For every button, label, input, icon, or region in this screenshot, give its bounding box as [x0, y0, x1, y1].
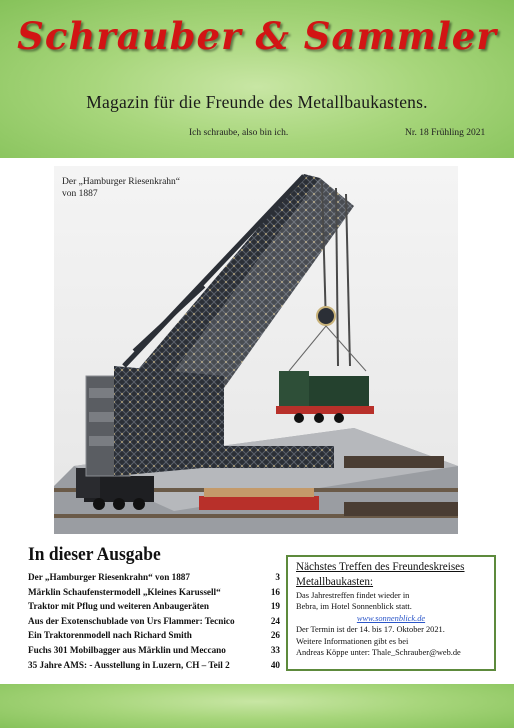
cover-photo	[54, 166, 458, 534]
magazine-title: Schrauber & Sammler	[17, 14, 497, 58]
toc-item[interactable]	[28, 587, 280, 602]
meeting-text: Das Jahrestreffen findet wieder in	[296, 591, 410, 600]
toc-item-title: Aus der Exotenschublade von Urs Flammer: Tecnico	[28, 615, 235, 626]
contents-heading: In dieser Ausgabe	[28, 544, 161, 565]
toc-item[interactable]	[28, 616, 280, 631]
table-of-contents	[28, 572, 280, 674]
meeting-info-box	[286, 555, 496, 671]
cover-footer	[0, 684, 514, 728]
toc-item-title: Traktor mit Pflug und weiteren Anbaugeräten	[28, 601, 209, 612]
photo-caption-line: Der „Hamburger Riesenkrahn“	[62, 177, 180, 187]
issue-number: Nr. 18 Frühling 2021	[405, 128, 486, 138]
motto: Ich schraube, also bin ich.	[189, 128, 289, 138]
toc-item-page: 40	[270, 659, 280, 670]
toc-item-title: Märklin Schaufenstermodell „Kleines Karussell“	[28, 586, 221, 597]
toc-item-title: Fuchs 301 Mobilbagger aus Märklin und Meccano	[28, 644, 226, 655]
toc-item-page: 33	[270, 644, 280, 655]
meeting-text: Bebra, im Hotel Sonnenblick statt.	[296, 602, 412, 612]
toc-item-page: 26	[270, 630, 280, 641]
photo-caption	[62, 176, 222, 200]
toc-item-page: 19	[270, 601, 280, 612]
toc-item-title: Der „Hamburger Riesenkrahn“ von 1887	[28, 572, 190, 582]
toc-item-page: 24	[270, 615, 280, 626]
crane-model-illustration	[54, 166, 458, 534]
toc-item[interactable]	[28, 645, 280, 660]
meeting-title: Metallbaukasten:	[296, 576, 374, 588]
toc-item-page: 3	[275, 572, 280, 582]
meeting-contact: Andreas Köppe unter: Thale_Schrauber@web.de	[296, 648, 461, 658]
toc-item[interactable]	[28, 630, 280, 645]
toc-item[interactable]	[28, 601, 280, 616]
toc-item-title: Ein Traktorenmodell nach Richard Smith	[28, 630, 192, 641]
meeting-text: Weitere Informationen gibt es bei	[296, 636, 409, 646]
meeting-text: Der Termin ist der 14. bis 17. Oktober 2021.	[296, 625, 445, 635]
magazine-subtitle: Magazin für die Freunde des Metallbaukastens.	[86, 92, 428, 112]
meeting-title: Nächstes Treffen des Freundeskreises	[296, 561, 465, 573]
hotel-link[interactable]: www.sonnenblick.de	[356, 613, 426, 623]
toc-item[interactable]	[28, 572, 280, 587]
toc-item-page: 16	[270, 586, 280, 597]
cover-header	[0, 0, 514, 158]
photo-caption-line: von 1887	[62, 189, 98, 199]
toc-item[interactable]	[28, 660, 280, 675]
toc-item-title: 35 Jahre AMS: - Ausstellung in Luzern, CH – Teil 2	[28, 659, 230, 670]
